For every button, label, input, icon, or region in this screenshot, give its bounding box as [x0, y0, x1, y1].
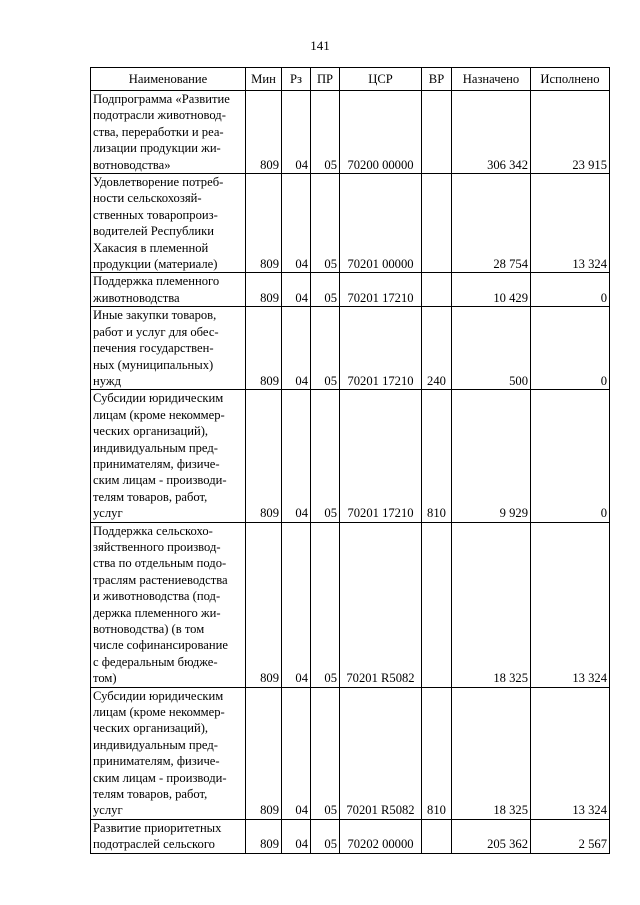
cell-ispolneno: 2 567	[531, 819, 610, 853]
header-min: Мин	[246, 68, 282, 91]
cell-name	[91, 273, 246, 307]
cell-min: 809	[246, 522, 282, 687]
cell-csr: 70201 R5082	[340, 522, 422, 687]
cell-name-line: Подпрограмма «Развитие	[93, 92, 230, 106]
cell-name-line: ческих организаций),	[93, 424, 209, 439]
cell-name-line: подотрасли животновод-	[93, 108, 226, 123]
cell-name-line: ства, переработки и реа-	[93, 124, 224, 139]
table-row	[91, 522, 610, 687]
cell-vr	[422, 819, 452, 853]
cell-name-line: услуг	[93, 506, 123, 521]
cell-name-line: ческих организаций),	[93, 721, 209, 736]
header-ispolneno: Исполнено	[531, 68, 610, 91]
cell-vr	[422, 174, 452, 273]
cell-name-line: нужд	[93, 373, 121, 388]
cell-naznacheno: 9 929	[452, 390, 531, 522]
cell-pr: 05	[311, 174, 340, 273]
cell-name-line: ственных товаропроиз-	[93, 207, 218, 222]
cell-min: 809	[246, 819, 282, 853]
cell-min: 809	[246, 687, 282, 819]
cell-name-line: лицам (кроме некоммер-	[93, 705, 225, 720]
cell-ispolneno: 0	[531, 273, 610, 307]
cell-naznacheno: 500	[452, 307, 531, 390]
cell-name-line: Поддержка сельскохо-	[93, 523, 213, 538]
cell-vr	[422, 273, 452, 307]
table-body	[91, 91, 610, 854]
cell-naznacheno: 306 342	[452, 91, 531, 174]
cell-csr: 70201 17210	[340, 390, 422, 522]
cell-rz: 04	[282, 687, 311, 819]
cell-naznacheno: 205 362	[452, 819, 531, 853]
header-pr: ПР	[311, 68, 340, 91]
cell-ispolneno: 23 915	[531, 91, 610, 174]
cell-name-line: том)	[93, 671, 117, 686]
budget-table	[90, 67, 610, 854]
cell-csr: 70200 00000	[340, 91, 422, 174]
cell-min: 809	[246, 307, 282, 390]
cell-name	[91, 819, 246, 853]
cell-name-line: ским лицам - производи-	[93, 770, 227, 785]
cell-csr: 70202 00000	[340, 819, 422, 853]
cell-name-line: зяйственного производ-	[93, 539, 221, 554]
cell-vr: 240	[422, 307, 452, 390]
cell-min: 809	[246, 390, 282, 522]
cell-ispolneno: 13 324	[531, 687, 610, 819]
header-name: Наименование	[91, 68, 246, 91]
cell-vr: 810	[422, 687, 452, 819]
cell-name-line: Хакасия в племенной	[93, 240, 209, 255]
cell-name-line: лицам (кроме некоммер-	[93, 407, 225, 422]
cell-name-line: Удовлетворение потреб-	[93, 175, 224, 190]
cell-name-line: продукции (материале)	[93, 257, 218, 272]
cell-min: 809	[246, 273, 282, 307]
cell-name	[91, 91, 246, 174]
page-number: 141	[310, 38, 330, 53]
cell-name-line: работ и услуг для обес-	[93, 324, 219, 339]
table-row	[91, 174, 610, 273]
cell-name	[91, 522, 246, 687]
header-rz: Рз	[282, 68, 311, 91]
cell-ispolneno: 0	[531, 390, 610, 522]
cell-csr: 70201 17210	[340, 273, 422, 307]
cell-name-line: печения государствен-	[93, 341, 214, 356]
header-csr: ЦСР	[340, 68, 422, 91]
cell-pr: 05	[311, 390, 340, 522]
cell-rz: 04	[282, 390, 311, 522]
cell-name-line: вотноводства) (в том	[93, 622, 205, 636]
cell-pr: 05	[311, 91, 340, 174]
header-naznacheno: Назначено	[452, 68, 531, 91]
cell-name-line: Развитие приоритетных	[93, 820, 222, 835]
cell-pr: 05	[311, 687, 340, 819]
cell-name-line: лизации продукции жи-	[93, 141, 221, 156]
table-row	[91, 390, 610, 522]
cell-min: 809	[246, 91, 282, 174]
cell-name	[91, 687, 246, 819]
cell-naznacheno: 18 325	[452, 522, 531, 687]
cell-rz: 04	[282, 91, 311, 174]
cell-name-line: ским лицам - производи-	[93, 473, 227, 488]
cell-rz: 04	[282, 273, 311, 307]
cell-csr: 70201 17210	[340, 307, 422, 390]
cell-vr	[422, 91, 452, 174]
table-row	[91, 273, 610, 307]
cell-name-line: телям товаров, работ,	[93, 787, 208, 802]
cell-name	[91, 174, 246, 273]
cell-name-line: и животноводства (под-	[93, 589, 221, 604]
cell-name-line: индивидуальным пред-	[93, 440, 218, 455]
table-header-row	[91, 68, 610, 91]
cell-ispolneno: 13 324	[531, 174, 610, 273]
cell-pr: 05	[311, 307, 340, 390]
cell-name-line: числе софинансирование	[93, 638, 228, 653]
cell-name-line: индивидуальным пред-	[93, 737, 218, 752]
cell-name-line: ства по отдельным подо-	[93, 556, 227, 571]
table-row	[91, 819, 610, 853]
cell-naznacheno: 10 429	[452, 273, 531, 307]
header-vr: ВР	[422, 68, 452, 91]
cell-vr	[422, 522, 452, 687]
cell-rz: 04	[282, 174, 311, 273]
cell-csr: 70201 R5082	[340, 687, 422, 819]
cell-pr: 05	[311, 819, 340, 853]
cell-name	[91, 390, 246, 522]
cell-name-line: водителей Республики	[93, 224, 214, 239]
cell-vr: 810	[422, 390, 452, 522]
cell-name-line: принимателям, физиче-	[93, 456, 220, 471]
cell-name-line: услуг	[93, 803, 123, 818]
cell-pr: 05	[311, 522, 340, 687]
cell-pr: 05	[311, 273, 340, 307]
cell-csr: 70201 00000	[340, 174, 422, 273]
cell-name-line: животноводства	[93, 290, 180, 305]
cell-name-line: подотраслей сельского	[93, 837, 215, 852]
cell-name-line: телям товаров, работ,	[93, 489, 208, 504]
cell-rz: 04	[282, 819, 311, 853]
cell-naznacheno: 18 325	[452, 687, 531, 819]
cell-name-line: Субсидии юридическим	[93, 688, 224, 703]
cell-min: 809	[246, 174, 282, 273]
cell-rz: 04	[282, 307, 311, 390]
cell-ispolneno: 13 324	[531, 522, 610, 687]
cell-name-line: Иные закупки товаров,	[93, 308, 217, 323]
cell-name-line: держка племенного жи-	[93, 605, 221, 620]
cell-name-line: с федеральным бюдже-	[93, 654, 218, 669]
cell-ispolneno: 0	[531, 307, 610, 390]
cell-rz: 04	[282, 522, 311, 687]
table-row	[91, 307, 610, 390]
cell-naznacheno: 28 754	[452, 174, 531, 273]
cell-name-line: ности сельскохозяй-	[93, 191, 202, 206]
table-row	[91, 91, 610, 174]
cell-name-line: принимателям, физиче-	[93, 754, 220, 769]
cell-name-line: вотноводства»	[93, 157, 171, 172]
cell-name-line: ных (муниципальных)	[93, 357, 214, 372]
table-row	[91, 687, 610, 819]
cell-name	[91, 307, 246, 390]
cell-name-line: Поддержка племенного	[93, 274, 220, 289]
cell-name-line: Субсидии юридическим	[93, 391, 224, 406]
cell-name-line: траслям растениеводства	[93, 572, 228, 587]
